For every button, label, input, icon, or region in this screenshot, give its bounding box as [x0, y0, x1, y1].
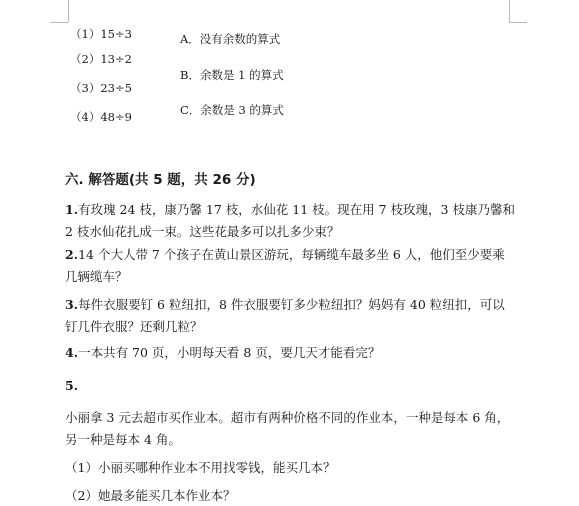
- question-text: 一本共有 70 页，小明每天看 8 页，要几天才能看完？: [78, 345, 381, 360]
- question-text: 有玫瑰 24 枝，康乃馨 17 枝，水仙花 11 枝。现在用 7 枝玫瑰，3 枝康乃馨和 2 枝水仙花扎成一束。这些花最多可以扎多少束？: [65, 202, 515, 239]
- question-number: 1.: [65, 202, 79, 217]
- question-text: 14 个大人带 7 个孩子在黄山景区游玩，每辆缆车最多坐 6 人，他们至少要乘几辆缆车？: [65, 247, 505, 284]
- page-corner-mark-left: [68, 0, 69, 22]
- question-number: 5.: [65, 378, 79, 393]
- question-5-sub-1: （1）小丽买哪种作业本不用找零钱，能买几本？: [65, 460, 336, 475]
- matching-right-item: B．余数是 1 的算式: [180, 68, 284, 82]
- matching-left-item: （2）13÷2: [70, 52, 132, 66]
- page-corner-mark-left-h: [50, 22, 68, 23]
- page-corner-mark-right-h: [509, 22, 527, 23]
- question-number: 3.: [65, 297, 79, 312]
- question-1: [65, 199, 515, 243]
- matching-right-item: C．余数是 3 的算式: [180, 103, 284, 117]
- matching-left-item: （4）48÷9: [70, 110, 132, 124]
- question-3: [65, 294, 515, 338]
- question-2: [65, 244, 515, 288]
- page-corner-mark-right: [509, 0, 510, 22]
- matching-left-item: （3）23÷5: [70, 81, 132, 95]
- question-number: 4.: [65, 345, 79, 360]
- question-5-sub-2: （2）她最多能买几本作业本？: [65, 488, 236, 503]
- question-5-intro: 小丽拿 3 元去超市买作业本。超市有两种价格不同的作业本，一种是每本 6 角，另一种是每本 4 角。: [65, 410, 510, 447]
- section-title: 六. 解答题(共 5 题，共 26 分): [65, 172, 256, 188]
- question-text: 每件衣服要钉 6 粒纽扣，8 件衣服要钉多少粒纽扣？妈妈有 40 粒纽扣，可以钉几件衣服？还剩几粒？: [65, 297, 505, 334]
- question-number: 2.: [65, 247, 79, 262]
- question-4: [65, 342, 515, 364]
- question-5: [65, 375, 515, 397]
- matching-right-item: A．没有余数的算式: [180, 32, 281, 46]
- matching-left-item: （1）15÷3: [70, 27, 132, 41]
